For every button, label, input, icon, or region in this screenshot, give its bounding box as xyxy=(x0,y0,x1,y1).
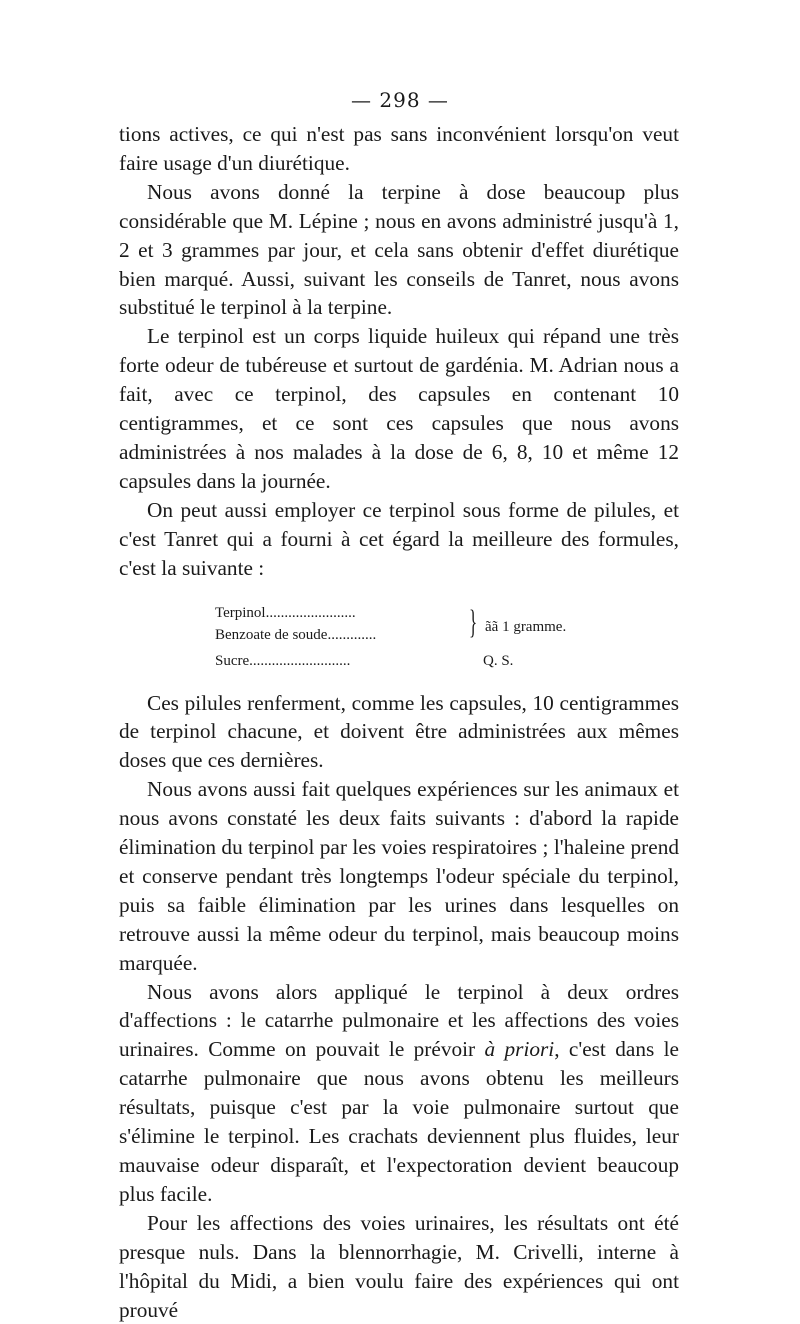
pill-formula xyxy=(215,597,615,675)
formula-item-sucre: Sucre........................... xyxy=(215,652,351,669)
formula-item-benzoate: Benzoate de soude............. xyxy=(215,626,377,643)
paragraph-terpine-dose: Nous avons donné la terpine à dose beaucoup plus considérable que M. Lépine ; nous en avons administré jusqu'à 1, 2 et 3 grammes par jour, et cela sans obtenir d'effet diurétique bien marqué. Aussi, suivant les conseils de Tanret, nous avons substitué le terpinol à la terpine. xyxy=(119,179,679,320)
paragraph-terpinol-capsules: Le terpinol est un corps liquide huileux qui répand une très forte odeur de tubéreuse et surtout de gardénia. M. Adrian nous a fait, avec ce terpinol, des capsules en contenant 10 centigrammes, et ce sont ces capsules que nous avons administrées à nos malades à la dose de 6, 8, 10 et même 12 capsules dans la journée. xyxy=(119,324,679,493)
applications-text-end: , c'est dans le catarrhe pulmonaire que nous avons obtenu les meilleurs résultats, puisque c'est par la voie pulmonaire surtout que s'élimine le terpinol. Les crachats deviennent plus fluides, leur mauvaise odeur disparaît, et l'expectoration devient beaucoup plus facile. xyxy=(119,1037,679,1206)
formula-item-terpinol: Terpinol........................ xyxy=(215,604,356,621)
formula-brace: } xyxy=(469,603,478,641)
applications-text-start: Nous avons alors appliqué le terpinol à deux ordres d'affections : le catarrhe pulmonaire et les affections des voies urinaires. Comme on pouvait le prévoir xyxy=(119,979,679,1062)
formula-qs: Q. S. xyxy=(483,652,514,669)
paragraph-urinary-results: Pour les affections des voies urinaires, les résultats ont été presque nuls. Dans la blennorrhagie, M. Crivelli, interne à l'hôpital du Midi, a bien voulu faire des expériences qui ont prouvé xyxy=(119,1210,679,1322)
paragraph-pill-formula-intro: On peut aussi employer ce terpinol sous forme de pilules, et c'est Tanret qui a fourni à cet égard la meilleure des formules, c'est la suivante : xyxy=(119,497,679,580)
paragraph-continuation: tions actives, ce qui n'est pas sans inconvénient lorsqu'on veut faire usage d'un diurétique. xyxy=(119,122,679,175)
applications-text-italic: à priori xyxy=(484,1037,555,1062)
paragraph-animal-experiments: Nous avons aussi fait quelques expériences sur les animaux et nous avons constaté les deux faits suivants : d'abord la rapide élimination du terpinol par les voies respiratoires ; l'haleine prend et conserve pendant très longtemps l'odeur spéciale du terpinol, puis sa faible élimination par les urines dans lesquelles on retrouve aussi la même odeur du terpinol, mais beaucoup moins marquée. xyxy=(119,777,679,975)
formula-dose: ãã 1 gramme. xyxy=(485,618,567,635)
paragraph-pill-dosage: Ces pilules renferment, comme les capsules, 10 centigrammes de terpinol chacune, et doivent être administrées aux mêmes doses que ces dernières. xyxy=(119,690,679,773)
body-text xyxy=(119,120,679,1324)
page-number: — 298 — xyxy=(351,88,449,112)
paragraph-applications xyxy=(119,978,679,1209)
